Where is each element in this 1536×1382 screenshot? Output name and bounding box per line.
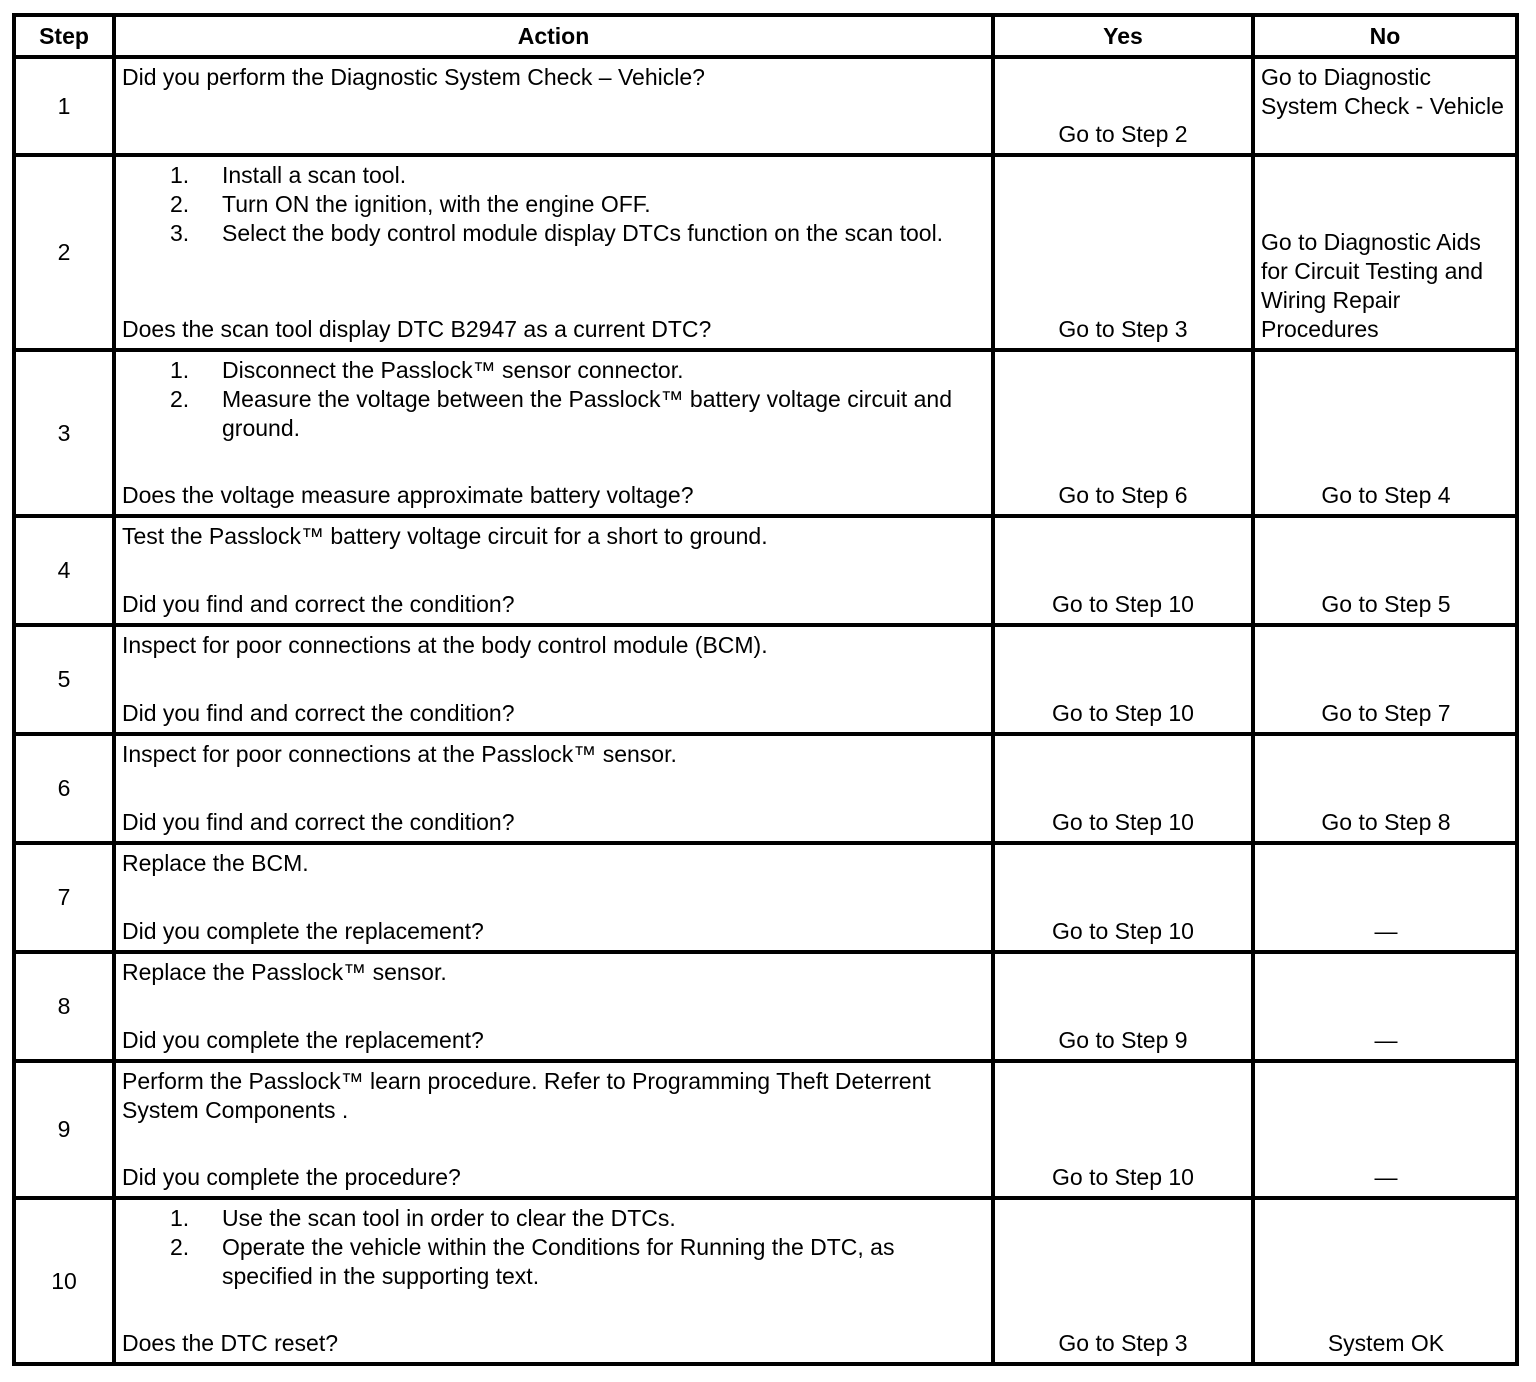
action-text: Perform the Passlock™ learn procedure. Refer to Programming Theft Deterrent System Components . <box>122 1068 931 1123</box>
action-question: Did you find and correct the condition? <box>122 591 515 617</box>
table-row <box>14 516 1517 625</box>
action-text: Replace the Passlock™ sensor. <box>122 959 447 985</box>
table-row <box>14 843 1517 952</box>
table-row <box>14 952 1517 1061</box>
action-text: Test the Passlock™ battery voltage circuit for a short to ground. <box>122 523 768 549</box>
action-steps-list <box>122 161 983 248</box>
no-result: — <box>1253 1061 1517 1198</box>
no-result: Go to Step 4 <box>1253 350 1517 516</box>
no-result: — <box>1253 952 1517 1061</box>
yes-result: Go to Step 9 <box>993 952 1253 1061</box>
action-cell <box>114 57 993 155</box>
action-question: Does the voltage measure approximate battery voltage? <box>122 482 694 508</box>
header-no: No <box>1253 15 1517 57</box>
step-number: 9 <box>14 1061 114 1198</box>
table-row <box>14 57 1517 155</box>
step-number: 3 <box>14 350 114 516</box>
action-cell <box>114 952 993 1061</box>
list-item: Measure the voltage between the Passlock™ battery voltage circuit and ground. <box>222 386 953 441</box>
no-result: Go to Diagnostic Aids for Circuit Testing and Wiring Repair Procedures <box>1253 155 1517 350</box>
table-row <box>14 350 1517 516</box>
action-cell <box>114 155 993 350</box>
action-cell <box>114 625 993 734</box>
diagnostic-table <box>12 13 1519 1366</box>
list-item: Install a scan tool. <box>222 162 407 188</box>
header-step: Step <box>14 15 114 57</box>
action-text: Did you perform the Diagnostic System Check – Vehicle? <box>122 64 705 90</box>
action-question: Did you complete the replacement? <box>122 918 484 944</box>
list-item: Disconnect the Passlock™ sensor connector. <box>222 357 684 383</box>
action-text: Inspect for poor connections at the body control module (BCM). <box>122 632 768 658</box>
action-steps-list <box>122 1204 983 1291</box>
no-result: — <box>1253 843 1517 952</box>
header-yes: Yes <box>993 15 1253 57</box>
action-steps-list <box>122 356 983 443</box>
table-row <box>14 155 1517 350</box>
no-result: Go to Step 7 <box>1253 625 1517 734</box>
action-cell <box>114 1198 993 1364</box>
no-result: System OK <box>1253 1198 1517 1364</box>
table-row <box>14 734 1517 843</box>
table-row <box>14 625 1517 734</box>
step-number: 10 <box>14 1198 114 1364</box>
yes-result: Go to Step 10 <box>993 1061 1253 1198</box>
action-question: Did you complete the procedure? <box>122 1164 461 1190</box>
action-question: Does the scan tool display DTC B2947 as a current DTC? <box>122 316 712 342</box>
yes-result: Go to Step 10 <box>993 625 1253 734</box>
action-question: Did you find and correct the condition? <box>122 700 515 726</box>
action-question: Did you find and correct the condition? <box>122 809 515 835</box>
list-item: Turn ON the ignition, with the engine OFF. <box>222 191 651 217</box>
no-result: Go to Diagnostic System Check - Vehicle <box>1253 57 1517 155</box>
step-number: 7 <box>14 843 114 952</box>
action-cell <box>114 516 993 625</box>
header-action: Action <box>114 15 993 57</box>
yes-result: Go to Step 3 <box>993 155 1253 350</box>
action-cell <box>114 843 993 952</box>
step-number: 2 <box>14 155 114 350</box>
step-number: 6 <box>14 734 114 843</box>
list-item: Operate the vehicle within the Conditions for Running the DTC, as specified in the supporting text. <box>222 1234 895 1289</box>
table-row <box>14 1061 1517 1198</box>
step-number: 4 <box>14 516 114 625</box>
table-row <box>14 1198 1517 1364</box>
step-number: 1 <box>14 57 114 155</box>
yes-result: Go to Step 10 <box>993 516 1253 625</box>
yes-result: Go to Step 10 <box>993 843 1253 952</box>
action-cell <box>114 350 993 516</box>
action-question: Did you complete the replacement? <box>122 1027 484 1053</box>
action-cell <box>114 734 993 843</box>
action-question: Does the DTC reset? <box>122 1330 339 1356</box>
step-number: 8 <box>14 952 114 1061</box>
action-text: Inspect for poor connections at the Passlock™ sensor. <box>122 741 677 767</box>
yes-result: Go to Step 2 <box>993 57 1253 155</box>
step-number: 5 <box>14 625 114 734</box>
list-item: Select the body control module display DTCs function on the scan tool. <box>222 220 944 246</box>
header-row <box>14 15 1517 57</box>
list-item: Use the scan tool in order to clear the DTCs. <box>222 1205 676 1231</box>
yes-result: Go to Step 6 <box>993 350 1253 516</box>
action-text: Replace the BCM. <box>122 850 309 876</box>
yes-result: Go to Step 10 <box>993 734 1253 843</box>
yes-result: Go to Step 3 <box>993 1198 1253 1364</box>
no-result: Go to Step 8 <box>1253 734 1517 843</box>
no-result: Go to Step 5 <box>1253 516 1517 625</box>
action-cell <box>114 1061 993 1198</box>
